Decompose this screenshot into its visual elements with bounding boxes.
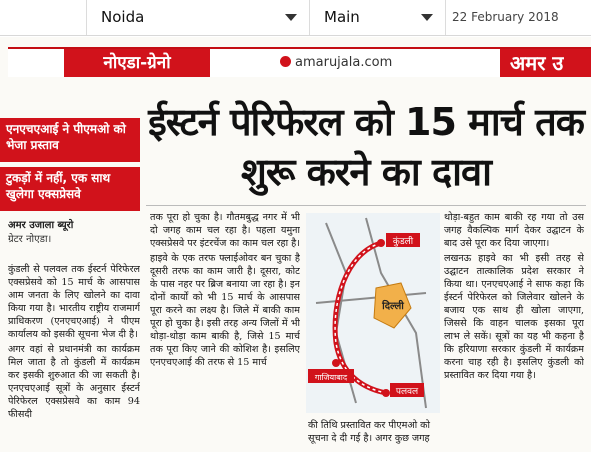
paragraph: कुंडली से पलवल तक ईस्टर्न पेरिफेरल एक्सप्रेसवे को 15 मार्च के आसपास आम जनता के लिए खोलने का दावा किया गया है। भारतीय राष्ट्रीय राजमार्ग प्राधिकरण (एनएचएआई) ने पीएम कार्यालय को इसकी सूचना भेज दी है।	[8, 264, 140, 340]
paragraph: तक पूरा हो चुका है। गौतमबुद्ध नगर में भी दो जगह काम चल रहा है। पहला यमुना एक्सप्रेसवे पर इंटरचेंज का काम चल रहा है।	[150, 212, 300, 249]
article-column-3[interactable]	[444, 211, 584, 452]
paragraph: थोड़ा-बहुत काम बाकी रह गया तो उस जगह वैकल्पिक मार्ग देकर उद्घाटन के बाद उसे पूरा कर दिया जाएगा।	[444, 212, 584, 249]
epaper-page	[0, 37, 591, 452]
article-headline[interactable]: ईस्टर्न पेरिफेरल को 15 मार्च तक शुरू करने का दावा	[148, 100, 584, 194]
chevron-down-icon[interactable]	[285, 14, 297, 21]
route-map[interactable]	[306, 213, 440, 413]
sidebar-box-2: टुकड़ों में नहीं, एक साथ खुलेगा एक्सप्रेसवे	[0, 167, 140, 211]
city-dropdown[interactable]	[86, 0, 310, 35]
site-logo-dot	[280, 56, 291, 67]
map-label-ghaziabad: गाजियाबाद	[314, 373, 348, 382]
sidebar-box-1: एनएचएआई ने पीएमओ को भेजा प्रस्ताव	[0, 118, 140, 162]
kundli-marker	[377, 239, 385, 247]
section-tag: नोएडा-ग्रेनो	[64, 49, 210, 77]
ghaziabad-marker	[332, 359, 340, 367]
article-column-2[interactable]	[150, 211, 300, 452]
paragraph: लखनऊ हाइवे का भी इसी तरह से उद्घाटन तात्कालिक प्रदेश सरकार ने किया था। एनएचएआई ने साफ कहा कि ईस्टर्न पेरिफेरल को जिलेवार खोलने के बजाय एक साथ ही खोला जाएगा, जिससे कि वाहन चालक इसका पूरा लाभ ले सकें। सूत्रों का यह भी कहना है कि हरियाणा सरकार कुंडली में कार्यक्रम करना चाह रही है। इसलिए कुंडली को प्रस्तावित कर दिया गया है।	[444, 253, 584, 381]
edition-value: Main	[324, 8, 360, 26]
map-label-delhi: दिल्ली	[382, 301, 404, 312]
site-url: amarujala.com	[295, 55, 393, 70]
paragraph: अगर वहां से प्रधानमंत्री का कार्यक्रम मिल जाता है तो कुंडली में कार्यक्रम कर इसकी शुरुआत की जा सकती है। एनएचएआई सूत्रों के अनुसार ईस्टर्न पेरिफेरल एक्सप्रेसवे का काम 94 फीसदी	[8, 344, 140, 420]
column-continuation: की तिथि प्रस्तावित कर पीएमओ को सूचना दे दी गई है। अगर कुछ जगह	[308, 420, 431, 444]
paragraph: हाइवे के एक तरफ फ्लाईओवर बन चुका है दूसरी तरफ का काम जारी है। दूसरा, कोट के पास नहर पर ब्रिज बनाया जा रहा है। इन दोनों कार्यों को भी 15 मार्च के आसपास पूरा करने का लक्ष्य है। जिले में बाकी काम पूरा हो चुका है। इसी तरह अन्य जिलों में भी थोड़ा-थोड़ा काम बाकी है, जिसे 15 मार्च तक पूरा किए जाने की कोशिश है। इसलिए एनएचएआई की तरफ से 15 मार्च	[150, 253, 300, 368]
chevron-down-icon[interactable]	[421, 14, 433, 21]
dateline: ग्रेटर नोएडा।	[8, 234, 52, 245]
site-name	[280, 55, 392, 70]
map-label-kundli: कुंडली	[392, 237, 414, 247]
map-label-palwal: पलवल	[395, 387, 419, 397]
byline: अमर उजाला ब्यूरो	[8, 220, 74, 231]
edition-toolbar	[0, 0, 591, 36]
date-picker[interactable]: 22 February 2018	[452, 10, 559, 24]
divider	[146, 205, 586, 206]
city-value: Noida	[101, 8, 145, 26]
masthead: अमर उ	[500, 49, 591, 77]
edition-dropdown[interactable]	[310, 0, 446, 35]
section-banner	[8, 47, 591, 77]
article-column-1[interactable]	[8, 263, 140, 452]
palwal-marker	[382, 389, 390, 397]
